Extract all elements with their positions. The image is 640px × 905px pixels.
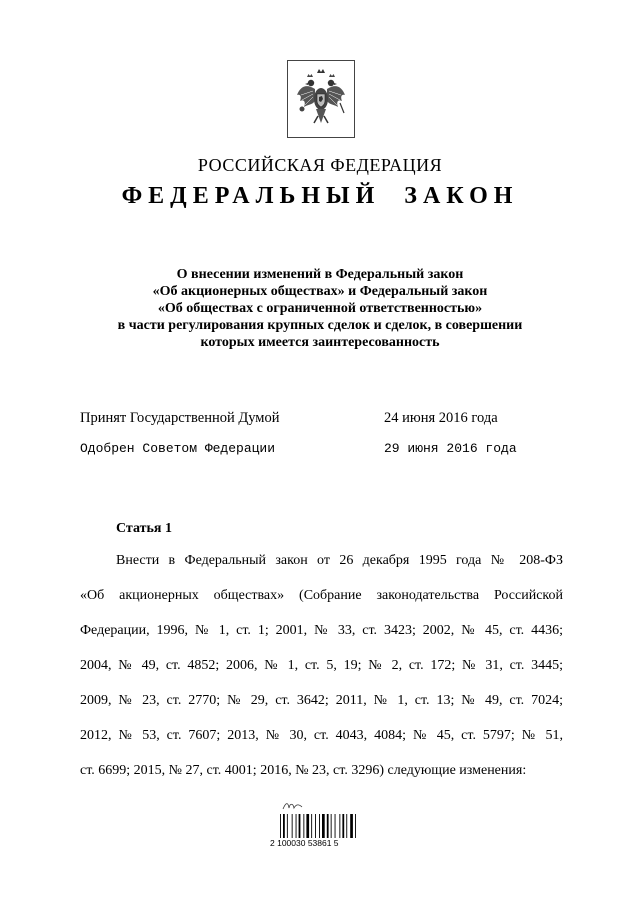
- title-line: «Об обществах с ограниченной ответственностью»: [157, 301, 483, 316]
- doctype-word-law: ЗАКОН: [404, 183, 519, 209]
- law-title: [40, 266, 600, 351]
- duma-date: 24 июня 2016 года: [384, 410, 498, 426]
- title-line: в части регулирования крупных сделок и сделок, в совершении: [117, 318, 523, 333]
- body-line: ст. 6699; 2015, № 27, ст. 4001; 2016, № 23, ст. 3296) следующие изменения:: [80, 763, 527, 778]
- country-name: РОССИЙСКАЯ ФЕДЕРАЦИЯ: [197, 155, 443, 175]
- barcode-number: 2 100030 53861 5: [270, 838, 339, 848]
- duma-label: Принят Государственной Думой: [80, 410, 280, 426]
- document-type: [0, 183, 640, 210]
- title-line: О внесении изменений в Федеральный закон: [176, 267, 464, 282]
- body-line: 2004, № 49, ст. 4852; 2006, № 1, ст. 5, 19; № 2, ст. 172; № 31, ст. 3445;: [80, 658, 563, 673]
- article-heading: Статья 1: [116, 521, 172, 536]
- title-line: «Об акционерных обществах» и Федеральный закон: [152, 284, 488, 299]
- barcode-icon: [280, 814, 364, 838]
- body-line: Внести в Федеральный закон от 26 декабря 1995 года № 208-ФЗ: [116, 553, 563, 568]
- body-line: «Об акционерных обществах» (Собрание законодательства Российской: [80, 588, 563, 603]
- handwritten-mark: [282, 800, 304, 814]
- coat-of-arms-icon: [287, 60, 355, 138]
- body-line: Федерации, 1996, № 1, ст. 1; 2001, № 33, ст. 3423; 2002, № 45, ст. 4436;: [80, 623, 563, 638]
- body-line: 2012, № 53, ст. 7607; 2013, № 30, ст. 4043, 4084; № 45, ст. 5797; № 51,: [80, 728, 563, 743]
- council-label: Одобрен Советом Федерации: [80, 441, 276, 456]
- council-date: 29 июня 2016 года: [384, 441, 517, 456]
- body-line: 2009, № 23, ст. 2770; № 29, ст. 3642; 2011, № 1, ст. 13; № 49, ст. 7024;: [80, 693, 563, 708]
- registration-stamp: [268, 800, 376, 860]
- doctype-word-federal: ФЕДЕРАЛЬНЫЙ: [121, 183, 381, 209]
- title-line: которых имеется заинтересованность: [200, 335, 440, 350]
